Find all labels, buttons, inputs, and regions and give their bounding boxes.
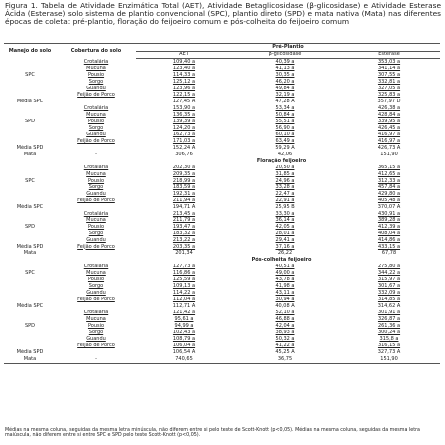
cell-esterase: 414,86 a: [377, 237, 401, 243]
cell-esterase: 344,22 a: [377, 270, 401, 276]
cell-manejo: [4, 105, 56, 112]
cell-aet: 116,86 a: [172, 270, 196, 276]
cell-manejo: [4, 217, 56, 224]
cell-manejo: [4, 112, 56, 119]
cell-beta: 22,91 a: [275, 197, 295, 204]
cell-beta: 50,84 a: [275, 111, 295, 118]
cell-esterase: 316,15 a: [377, 342, 401, 349]
cell-beta: 45,25 A: [275, 349, 295, 355]
cell-beta: 49,84 a: [275, 85, 295, 92]
table-row: [4, 270, 440, 277]
cell-manejo: [4, 330, 56, 337]
cell-cobertura: Feijão de Porco: [77, 197, 115, 204]
cell-beta: 38,93 a: [275, 329, 295, 336]
cell-cobertura: Feijão de Porco: [77, 243, 115, 250]
section-label: Pós-colheita feijoeiro: [251, 257, 312, 263]
cell-cobertura: Sorgo: [88, 329, 104, 336]
cell-cobertura: Crotalária: [83, 309, 109, 316]
cell-beta: 49,00 a: [275, 270, 295, 276]
cell-esterase: 353,03 a: [377, 58, 401, 65]
cell-esterase: 314,62 A: [377, 303, 401, 309]
cell-manejo: SPD: [24, 322, 36, 329]
cell-beta: 55,51 a: [275, 118, 295, 125]
enzyme-activity-table: [4, 43, 440, 364]
cell-aet: 125,59 a: [172, 276, 196, 283]
cell-beta: 24,96 a: [275, 177, 295, 184]
table-row: [4, 349, 440, 356]
table-row: [4, 217, 440, 224]
cell-cobertura: Pousio: [87, 72, 105, 79]
cell-aet: 139,39 a: [172, 118, 196, 125]
cell-esterase: 312,33 a: [377, 177, 401, 184]
cell-manejo: [4, 66, 56, 73]
table-row: [4, 171, 440, 178]
cell-esterase: 151,90: [338, 356, 440, 363]
table-row: [4, 79, 440, 86]
cell-esterase: 370,07 A: [377, 204, 401, 210]
cell-cobertura: Mucuna: [86, 270, 106, 276]
cell-cobertura: Mucuna: [86, 171, 106, 177]
table-row: [4, 125, 440, 132]
cell-beta: 22,47 a: [275, 191, 295, 197]
table-row: [4, 112, 440, 119]
section-label: Floração feijoeiro: [256, 158, 307, 164]
header-cobertura: Cobertura do solo: [56, 44, 136, 59]
cell-manejo: [4, 92, 56, 99]
cell-aet: 123,96 a: [172, 85, 196, 92]
cell-esterase: 339,95 a: [377, 118, 401, 125]
cell-manejo: Média SPD: [16, 243, 44, 250]
cell-aet: 193,47 a: [172, 224, 196, 230]
cell-aet: 109,40 a: [172, 58, 196, 65]
cell-beta: 37,16 a: [275, 243, 295, 250]
cell-beta: 47,28 A: [275, 98, 295, 105]
cell-aet: 102,43 a: [172, 329, 196, 336]
cell-beta: 20,50 a: [275, 164, 295, 171]
cell-aet: 209,35 a: [172, 171, 196, 177]
cell-beta: 50,32 a: [275, 336, 295, 342]
table-row: [4, 250, 440, 257]
cell-cobertura: Feijão de Porco: [77, 92, 115, 98]
cell-beta: 43,11 a: [275, 289, 295, 296]
table-row: [4, 356, 440, 363]
cell-manejo: [4, 237, 56, 244]
table-row: [4, 72, 440, 79]
cell-beta: 63,49 a: [275, 138, 295, 144]
cell-aet: 202,30 a: [172, 164, 196, 171]
cell-beta: 56,90 a: [275, 125, 295, 131]
header-esterase: Esterase: [338, 51, 440, 59]
table-row: [4, 198, 440, 205]
table-row: [4, 237, 440, 244]
cell-cobertura: Crotalária: [83, 58, 109, 65]
table-row: [4, 165, 440, 172]
cell-beta: 40,51 a: [275, 263, 295, 270]
table-row: [4, 316, 440, 323]
cell-esterase: 314,85 a: [377, 296, 401, 303]
cell-beta: 36,75: [232, 356, 338, 363]
cell-cobertura: Pousio: [87, 118, 105, 125]
cell-manejo: [4, 231, 56, 238]
cell-cobertura: -: [95, 151, 97, 158]
cell-aet: 112,71 A: [172, 303, 196, 309]
cell-aet: 122,15 a: [172, 92, 196, 98]
cell-aet: 124,20 a: [172, 125, 196, 131]
cell-esterase: 327,05 a: [377, 85, 401, 92]
cell-manejo: [4, 165, 56, 172]
table-row: [4, 244, 440, 251]
cell-aet: 218,99 a: [172, 177, 196, 184]
cell-aet: 136,35 a: [172, 111, 196, 118]
cell-esterase: 405,48 a: [377, 197, 401, 204]
table-row: [4, 132, 440, 139]
cell-beta: 42,06: [277, 151, 293, 158]
cell-manejo: [4, 132, 56, 139]
cell-esterase: 261,36 a: [377, 322, 401, 329]
cell-beta: 36,14 a: [275, 217, 295, 224]
cell-cobertura: Pousio: [87, 177, 105, 184]
cell-aet: 740,65: [136, 356, 232, 363]
cell-beta: 30,94 a: [275, 296, 295, 303]
cell-esterase: 416,97 a: [377, 138, 401, 144]
cell-manejo: [4, 310, 56, 317]
cell-aet: 106,04 a: [172, 342, 196, 349]
cell-esterase: 315,97 a: [377, 276, 401, 283]
cell-cobertura: -: [56, 356, 136, 363]
cell-cobertura: Crotalária: [83, 210, 109, 217]
table-body: [4, 59, 440, 363]
table-row: [4, 297, 440, 304]
cell-esterase: 430,91 a: [377, 210, 401, 217]
cell-aet: 213,22 a: [172, 237, 196, 243]
cell-cobertura: Crotalária: [83, 263, 109, 270]
cell-cobertura: Feijão de Porco: [77, 138, 115, 144]
cell-beta: 28,01 a: [275, 230, 295, 237]
cell-cobertura: Pousio: [87, 322, 105, 329]
cell-manejo: Média SPC: [16, 98, 44, 105]
cell-esterase: 307,55 a: [377, 72, 401, 79]
cell-cobertura: Guandu: [86, 336, 106, 342]
cell-esterase: 341,14 a: [377, 65, 401, 72]
cell-aet: 153,90 a: [172, 105, 196, 112]
cell-beta: 25,95 B: [275, 204, 295, 210]
cell-cobertura: Mucuna: [86, 217, 106, 224]
cell-manejo: SPC: [25, 72, 35, 79]
table-header-row: [4, 44, 440, 52]
cell-beta: 33,30 a: [275, 210, 295, 217]
cell-manejo: [4, 184, 56, 191]
table-row: [4, 283, 440, 290]
cell-aet: 192,31 a: [172, 191, 196, 197]
cell-esterase: 426,45 a: [377, 125, 401, 131]
cell-esterase: 433,15 a: [377, 243, 401, 250]
cell-manejo: [4, 59, 56, 66]
cell-cobertura: Sorgo: [88, 283, 104, 290]
figure-caption: Figura 1. Tabela de Atividade Enzimática Total (AET), Atividade Betaglicosidase (β-glicosidase) e Atividade Esterase Ácida (Esterase) solo sistema de plantio convencional (SPC), plantio direto (SPD) e mata nativa (Mata) nas diferentes épocas de coleta: pré-plantio, floração do feijoeiro comum e pós-colheita do feijoeiro comum: [5, 1, 441, 27]
table-row: [4, 86, 440, 93]
cell-manejo: [4, 343, 56, 350]
cell-beta: 33,28 a: [275, 184, 295, 191]
cell-beta: 46,20 a: [275, 78, 295, 85]
cell-esterase: 412,39 a: [377, 224, 401, 230]
cell-esterase: 300,24 a: [377, 329, 401, 336]
table-row: [4, 105, 440, 112]
cell-esterase: 426,38 a: [377, 105, 401, 112]
cell-esterase: 428,84 a: [377, 111, 401, 118]
cell-manejo: [4, 283, 56, 290]
cell-manejo: [4, 79, 56, 86]
cell-beta: 32,19 a: [275, 92, 295, 98]
cell-manejo: Mata: [23, 151, 37, 158]
table-row: [4, 59, 440, 66]
cell-esterase: 315,8 a: [379, 336, 399, 342]
cell-cobertura: Mucuna: [86, 111, 106, 118]
cell-cobertura: [56, 303, 136, 310]
cell-aet: 201,34: [175, 250, 193, 257]
header-group-pre-plantio: Pré-Plantio: [136, 44, 440, 52]
cell-manejo: [4, 211, 56, 218]
cell-aet: 106,54 A: [172, 349, 196, 355]
header-aet: AET: [136, 51, 232, 59]
table-row: [4, 204, 440, 211]
table-row: [4, 323, 440, 330]
cell-manejo: Média SPD: [16, 349, 44, 355]
cell-aet: 211,94 a: [172, 197, 196, 204]
table-row: [4, 343, 440, 350]
cell-manejo: Média SPD: [16, 144, 44, 151]
cell-esterase: 389,28 a: [377, 217, 401, 224]
cell-esterase: 426,73 A: [377, 144, 401, 151]
cell-beta: 31,85 a: [275, 171, 295, 177]
section-row: [4, 158, 440, 165]
cell-cobertura: [56, 145, 136, 152]
cell-aet: 203,35 a: [172, 243, 196, 250]
cell-cobertura: Sorgo: [88, 125, 104, 131]
cell-manejo: [4, 125, 56, 132]
cell-aet: 125,12 a: [172, 78, 196, 85]
cell-manejo: [4, 198, 56, 205]
cell-manejo: SPC: [25, 270, 35, 276]
cell-esterase: 151,90: [380, 151, 398, 158]
cell-esterase: 365,15 a: [377, 164, 401, 171]
cell-aet: 121,42 a: [172, 309, 196, 316]
cell-beta: 30,35 a: [275, 72, 295, 79]
cell-aet: 94,99 a: [174, 322, 194, 329]
cell-manejo: [4, 138, 56, 145]
cell-aet: 183,59 a: [172, 184, 196, 191]
cell-manejo: SPD: [24, 224, 36, 230]
cell-beta: 42,05 a: [275, 224, 295, 230]
table-row: [4, 191, 440, 198]
cell-beta: 40,08 A: [275, 303, 295, 309]
cell-manejo: [4, 191, 56, 198]
table-row: [4, 152, 440, 159]
cell-beta: 60,10 a: [275, 131, 295, 138]
cell-cobertura: [56, 349, 136, 356]
cell-beta: 59,29 A: [275, 144, 295, 151]
cell-manejo: [4, 277, 56, 284]
cell-cobertura: Guandu: [86, 289, 106, 296]
table-row: [4, 138, 440, 145]
cell-cobertura: Feijão de Porco: [77, 342, 115, 349]
cell-esterase: 429,80 a: [377, 191, 401, 197]
header-beta: β-glicosidase: [232, 51, 338, 59]
cell-aet: 109,13 a: [172, 283, 196, 290]
table-row: [4, 211, 440, 218]
cell-esterase: 301,67 a: [377, 283, 401, 290]
table-row: [4, 66, 440, 73]
cell-esterase: 327,73 A: [377, 349, 401, 355]
cell-cobertura: [56, 250, 136, 257]
cell-beta: 40,39 a: [275, 58, 295, 65]
cell-esterase: 412,65 a: [377, 171, 401, 177]
cell-cobertura: Sorgo: [88, 230, 104, 237]
cell-beta: 43,78 a: [275, 276, 295, 283]
table-row: [4, 303, 440, 310]
cell-esterase: 325,83 a: [377, 92, 401, 98]
cell-beta: 41,98 a: [275, 283, 295, 290]
cell-manejo: Mata: [4, 356, 56, 363]
cell-aet: 123,40 a: [172, 65, 196, 72]
cell-manejo: [4, 264, 56, 271]
cell-cobertura: Guandu: [86, 131, 106, 138]
cell-manejo: [4, 290, 56, 297]
table-row: [4, 184, 440, 191]
cell-aet: 213,45 a: [172, 210, 196, 217]
cell-manejo: SPD: [24, 118, 36, 125]
cell-beta: 29,41 a: [275, 237, 295, 243]
cell-cobertura: Mucuna: [86, 65, 106, 72]
cell-aet: 183,32 a: [172, 230, 196, 237]
cell-manejo: SPC: [25, 177, 35, 184]
cell-esterase: 332,09 a: [377, 289, 401, 296]
cell-cobertura: Guandu: [86, 237, 106, 243]
table-row: [4, 119, 440, 126]
cell-esterase: 275,80 a: [377, 263, 401, 270]
cell-beta: 46,88 a: [275, 316, 295, 323]
cell-aet: 112,04 a: [172, 296, 196, 303]
cell-cobertura: Pousio: [87, 224, 105, 230]
table-row: [4, 178, 440, 185]
cell-beta: 53,34 a: [275, 105, 295, 112]
cell-aet: 114,33 a: [172, 72, 196, 79]
cell-esterase: 301,91 a: [377, 309, 401, 316]
cell-aet: 162,73 a: [172, 131, 196, 138]
table-footnotes: Médias na mesma coluna, seguidas da mesma letra minúscula, não diferem entre si pelo teste de Scott-Knott (p<0,05). Médias na mesma coluna, seguidas da mesma letra maiúscula, não diferem entre si entre SPC e SPD pelo teste Scott-Knott (p<0,05).: [5, 428, 420, 438]
cell-manejo: Média SPC: [16, 303, 44, 309]
cell-cobertura: [56, 204, 136, 211]
cell-aet: 171,03 a: [172, 138, 196, 144]
cell-esterase: 457,84 a: [377, 184, 401, 191]
table-row: [4, 231, 440, 238]
cell-aet: 194,71 A: [172, 204, 196, 210]
cell-cobertura: [56, 99, 136, 106]
cell-cobertura: Pousio: [87, 276, 105, 283]
table-row: [4, 290, 440, 297]
cell-cobertura: Sorgo: [88, 184, 104, 191]
cell-manejo: Mata: [23, 250, 37, 257]
table-row: [4, 224, 440, 231]
cell-esterase: 67,78: [381, 250, 397, 257]
table-row: [4, 310, 440, 317]
cell-manejo: [4, 171, 56, 178]
table-row: [4, 92, 440, 99]
cell-manejo: Média SPC: [16, 204, 44, 210]
header-manejo: Manejo do solo: [4, 44, 56, 59]
cell-manejo: [4, 336, 56, 343]
cell-beta: 41,22 a: [275, 342, 295, 349]
cell-aet: 152,24 A: [172, 144, 196, 151]
cell-esterase: 408,04 a: [377, 230, 401, 237]
cell-manejo: [4, 316, 56, 323]
cell-beta: 42,04 a: [275, 322, 295, 329]
cell-beta: 41,13 a: [275, 65, 295, 72]
table-row: [4, 330, 440, 337]
cell-esterase: 416,97 a: [377, 131, 401, 138]
table-row: [4, 99, 440, 106]
cell-beta: 26,22: [277, 250, 293, 257]
cell-beta: 52,10 a: [275, 309, 295, 316]
table-row: [4, 336, 440, 343]
table-row: [4, 264, 440, 271]
cell-esterase: 326,87 a: [377, 316, 401, 323]
cell-aet: 306,76: [175, 151, 193, 158]
cell-cobertura: Guandu: [86, 85, 106, 92]
cell-manejo: [4, 86, 56, 93]
cell-aet: 114,22 a: [172, 289, 196, 296]
cell-esterase: 332,81 a: [377, 78, 401, 85]
cell-aet: 127,73 a: [172, 263, 196, 270]
cell-manejo: [4, 297, 56, 304]
cell-cobertura: Feijão de Porco: [77, 296, 115, 303]
cell-cobertura: Crotalária: [83, 105, 109, 112]
cell-cobertura: Guandu: [86, 191, 106, 197]
cell-aet: 127,45 A: [172, 98, 196, 105]
cell-cobertura: Mucuna: [86, 316, 106, 323]
cell-cobertura: Crotalária: [83, 164, 109, 171]
table-row: [4, 277, 440, 284]
cell-aet: 211,79 a: [172, 217, 196, 224]
cell-esterase: 357,97 D: [377, 98, 401, 105]
table-row: [4, 145, 440, 152]
section-row: [4, 257, 440, 264]
cell-cobertura: Sorgo: [88, 78, 104, 85]
cell-aet: 108,79 a: [172, 336, 196, 342]
cell-aet: 95,61 a: [174, 316, 194, 323]
